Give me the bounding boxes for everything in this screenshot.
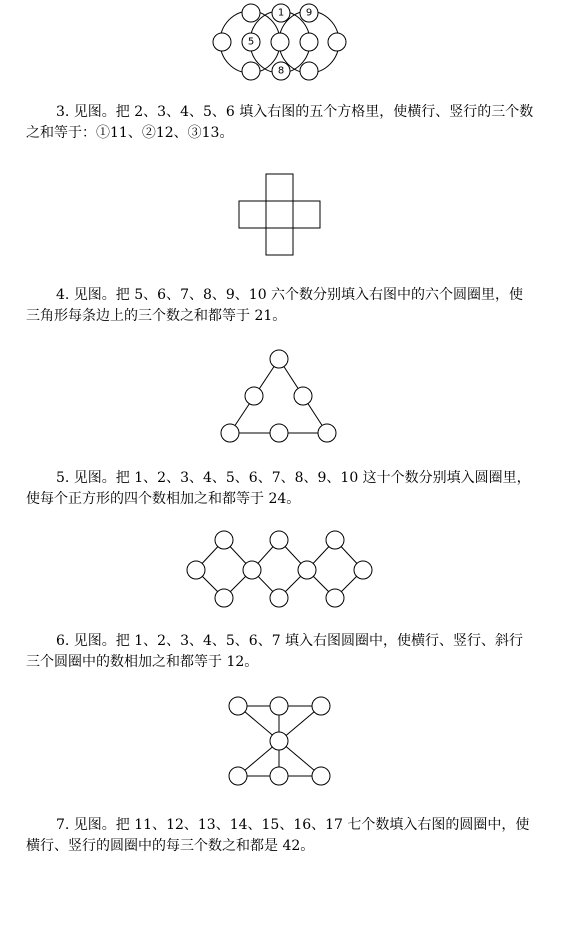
problem-5 <box>26 468 536 510</box>
square <box>293 201 320 228</box>
figure-diamond-circles <box>0 530 580 610</box>
circle <box>215 589 233 607</box>
circle <box>300 33 318 51</box>
circle <box>312 697 330 715</box>
square <box>266 228 293 255</box>
problem-6-text: 6. 见图。把 1、2、3、4、5、6、7 填入右图圆圈中，使横行、竖行、斜行三个圆圈中的数相加之和都等于 12。 <box>26 633 524 670</box>
circle <box>221 424 239 442</box>
circle-label: 8 <box>277 65 285 77</box>
problem-7 <box>26 815 536 857</box>
circle <box>187 561 205 579</box>
circle <box>270 732 288 750</box>
circle <box>229 697 247 715</box>
circle <box>326 531 344 549</box>
circle-label: 9 <box>305 7 313 19</box>
circle <box>328 33 346 51</box>
circle <box>243 561 261 579</box>
problem-7-text: 7. 见图。把 11、12、13、14、15、16、17 七个数填入右图的圆圈中，使横行、竖行的圆圈中的每三个数之和都是 42。 <box>26 817 530 854</box>
figure-cross-squares <box>0 170 580 260</box>
problem-3-text: 3. 见图。把 2、3、4、5、6 填入右图的五个方格里，使横行、竖行的三个数之和等于：①11、②12、③13。 <box>26 104 534 141</box>
circle <box>213 33 231 51</box>
circle <box>270 589 288 607</box>
square <box>266 201 293 228</box>
problem-4 <box>26 285 536 327</box>
circle <box>312 767 330 785</box>
square <box>239 201 266 228</box>
circle <box>300 62 318 80</box>
circle <box>270 350 288 368</box>
problem-3 <box>26 102 536 144</box>
circle-label: 1 <box>277 7 285 19</box>
circle <box>270 697 288 715</box>
problem-4-text: 4. 见图。把 5、6、7、8、9、10 六个数分别填入右图中的六个圆圈里，使三角形每条边上的三个数之和都等于 21。 <box>26 287 524 324</box>
square <box>266 174 293 201</box>
circle <box>326 589 344 607</box>
circle <box>245 387 263 405</box>
circle <box>354 561 372 579</box>
circle <box>270 767 288 785</box>
figure-triangle-circles <box>0 345 580 450</box>
problem-5-text: 5. 见图。把 1、2、3、4、5、6、7、8、9、10 这十个数分别填入圆圈里，使每个正方形的四个数相加之和都等于 24。 <box>26 470 531 507</box>
problem-6 <box>26 631 536 673</box>
circle <box>229 767 247 785</box>
figure-overlapping-rings <box>0 0 580 90</box>
circle <box>270 424 288 442</box>
circle <box>298 561 316 579</box>
figure-hourglass-circles <box>0 690 580 795</box>
circle <box>242 62 260 80</box>
circle <box>318 424 336 442</box>
circle <box>271 33 289 51</box>
circle <box>270 531 288 549</box>
circle <box>242 4 260 22</box>
circle <box>294 387 312 405</box>
circle-label: 5 <box>247 36 255 48</box>
circle <box>215 531 233 549</box>
